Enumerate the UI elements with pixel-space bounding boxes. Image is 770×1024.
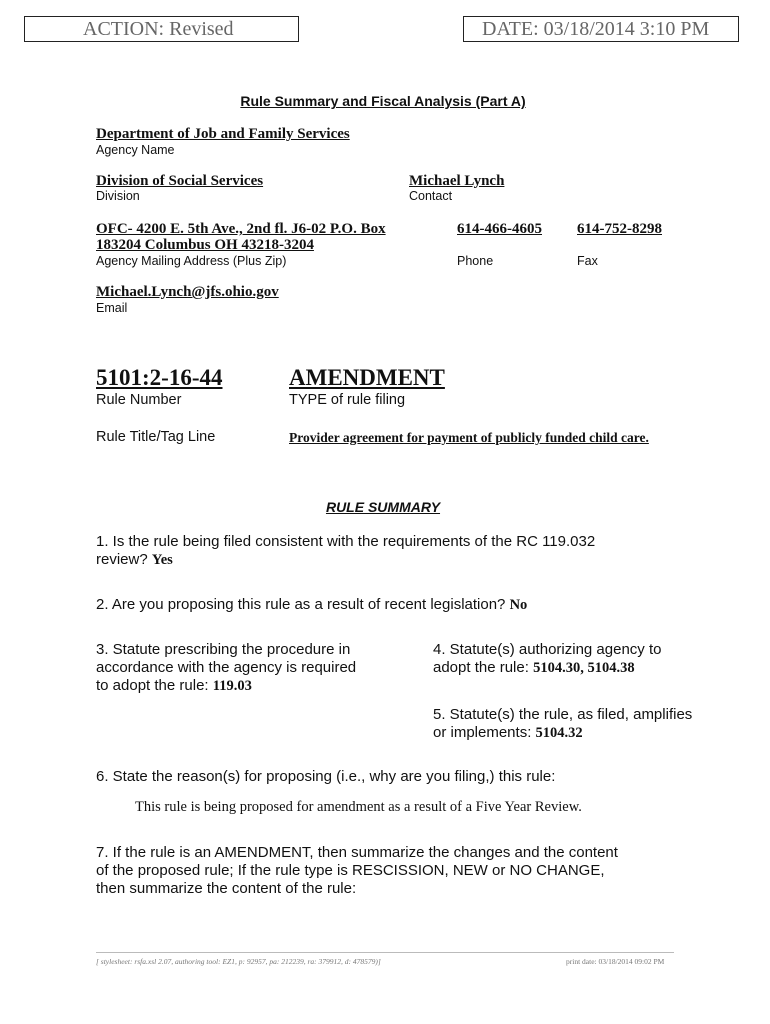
agency-name-value: Department of Job and Family Services bbox=[96, 126, 350, 142]
email-value: Michael.Lynch@jfs.ohio.gov bbox=[96, 284, 279, 300]
footer-print-date: print date: 03/18/2014 09:02 PM bbox=[566, 957, 665, 966]
question-4 bbox=[433, 641, 661, 677]
footer-stylesheet-info: [ stylesheet: rsfa.xsl 2.07, authoring tool: EZ1, p: 92957, pa: 212239, ra: 379912, d: 478579)] bbox=[96, 957, 381, 966]
rule-summary-heading: RULE SUMMARY bbox=[325, 499, 441, 515]
question-6: 6. State the reason(s) for proposing (i.e., why are you filing,) this rule: bbox=[96, 768, 556, 785]
rule-type-value: AMENDMENT bbox=[289, 365, 445, 390]
date-box bbox=[463, 16, 739, 42]
contact-label: Contact bbox=[409, 189, 453, 203]
fax-label: Fax bbox=[577, 254, 598, 268]
question-7-line-1: 7. If the rule is an AMENDMENT, then summarize the changes and the content bbox=[96, 844, 618, 861]
contact-value: Michael Lynch bbox=[409, 173, 505, 189]
page-title: Rule Summary and Fiscal Analysis (Part A) bbox=[240, 93, 526, 109]
question-4-answer: 5104.30, 5104.38 bbox=[533, 660, 635, 676]
division-label: Division bbox=[96, 189, 140, 203]
question-6-answer: This rule is being proposed for amendment as a result of a Five Year Review. bbox=[135, 799, 582, 815]
rule-title-label: Rule Title/Tag Line bbox=[96, 429, 216, 445]
rule-type-label: TYPE of rule filing bbox=[289, 392, 406, 408]
question-3-line-3 bbox=[96, 677, 356, 695]
rule-number-label: Rule Number bbox=[96, 392, 182, 408]
question-5-line-2 bbox=[433, 724, 692, 742]
action-text: ACTION: Revised bbox=[83, 18, 234, 40]
question-3-text: to adopt the rule: bbox=[96, 677, 209, 694]
question-3-answer: 119.03 bbox=[212, 678, 252, 694]
question-1-line-2 bbox=[96, 551, 595, 569]
email-label: Email bbox=[96, 301, 128, 315]
question-1-answer: Yes bbox=[151, 552, 173, 568]
address-line-2: 183204 Columbus OH 43218-3204 bbox=[96, 237, 314, 253]
address-label: Agency Mailing Address (Plus Zip) bbox=[96, 254, 287, 268]
question-4-line-2 bbox=[433, 659, 661, 677]
question-5-answer: 5104.32 bbox=[535, 725, 583, 741]
question-3-line-2: accordance with the agency is required bbox=[96, 659, 357, 676]
question-1-line-1: 1. Is the rule being filed consistent with the requirements of the RC 119.032 bbox=[96, 533, 596, 550]
question-5-line-1: 5. Statute(s) the rule, as filed, amplifies bbox=[433, 706, 693, 723]
question-2-answer: No bbox=[509, 597, 528, 613]
question-4-text: adopt the rule: bbox=[433, 659, 529, 676]
action-box bbox=[24, 16, 299, 42]
question-7 bbox=[96, 844, 618, 898]
agency-name-label: Agency Name bbox=[96, 143, 175, 157]
question-2 bbox=[96, 596, 527, 614]
question-7-line-2: of the proposed rule; If the rule type is RESCISSION, NEW or NO CHANGE, bbox=[96, 862, 605, 879]
division-value: Division of Social Services bbox=[96, 173, 264, 189]
address-line-1: OFC- 4200 E. 5th Ave., 2nd fl. J6-02 P.O. Box bbox=[96, 221, 386, 237]
phone-value: 614-466-4605 bbox=[457, 221, 542, 237]
rule-title-value: Provider agreement for payment of publicly funded child care. bbox=[289, 430, 649, 445]
rule-number-value: 5101:2-16-44 bbox=[96, 365, 223, 390]
question-3-line-1: 3. Statute prescribing the procedure in bbox=[96, 641, 351, 658]
phone-label: Phone bbox=[457, 254, 494, 268]
date-text: DATE: 03/18/2014 3:10 PM bbox=[482, 18, 710, 40]
footer-divider bbox=[96, 952, 674, 953]
question-2-text: 2. Are you proposing this rule as a result of recent legislation? bbox=[96, 596, 506, 613]
question-3 bbox=[96, 641, 356, 695]
question-4-line-1: 4. Statute(s) authorizing agency to bbox=[433, 641, 662, 658]
question-7-line-3: then summarize the content of the rule: bbox=[96, 880, 357, 897]
question-5-text: or implements: bbox=[433, 724, 532, 741]
question-1 bbox=[96, 533, 595, 569]
fax-value: 614-752-8298 bbox=[577, 221, 662, 237]
question-1-text: review? bbox=[96, 551, 148, 568]
question-5 bbox=[433, 706, 692, 742]
